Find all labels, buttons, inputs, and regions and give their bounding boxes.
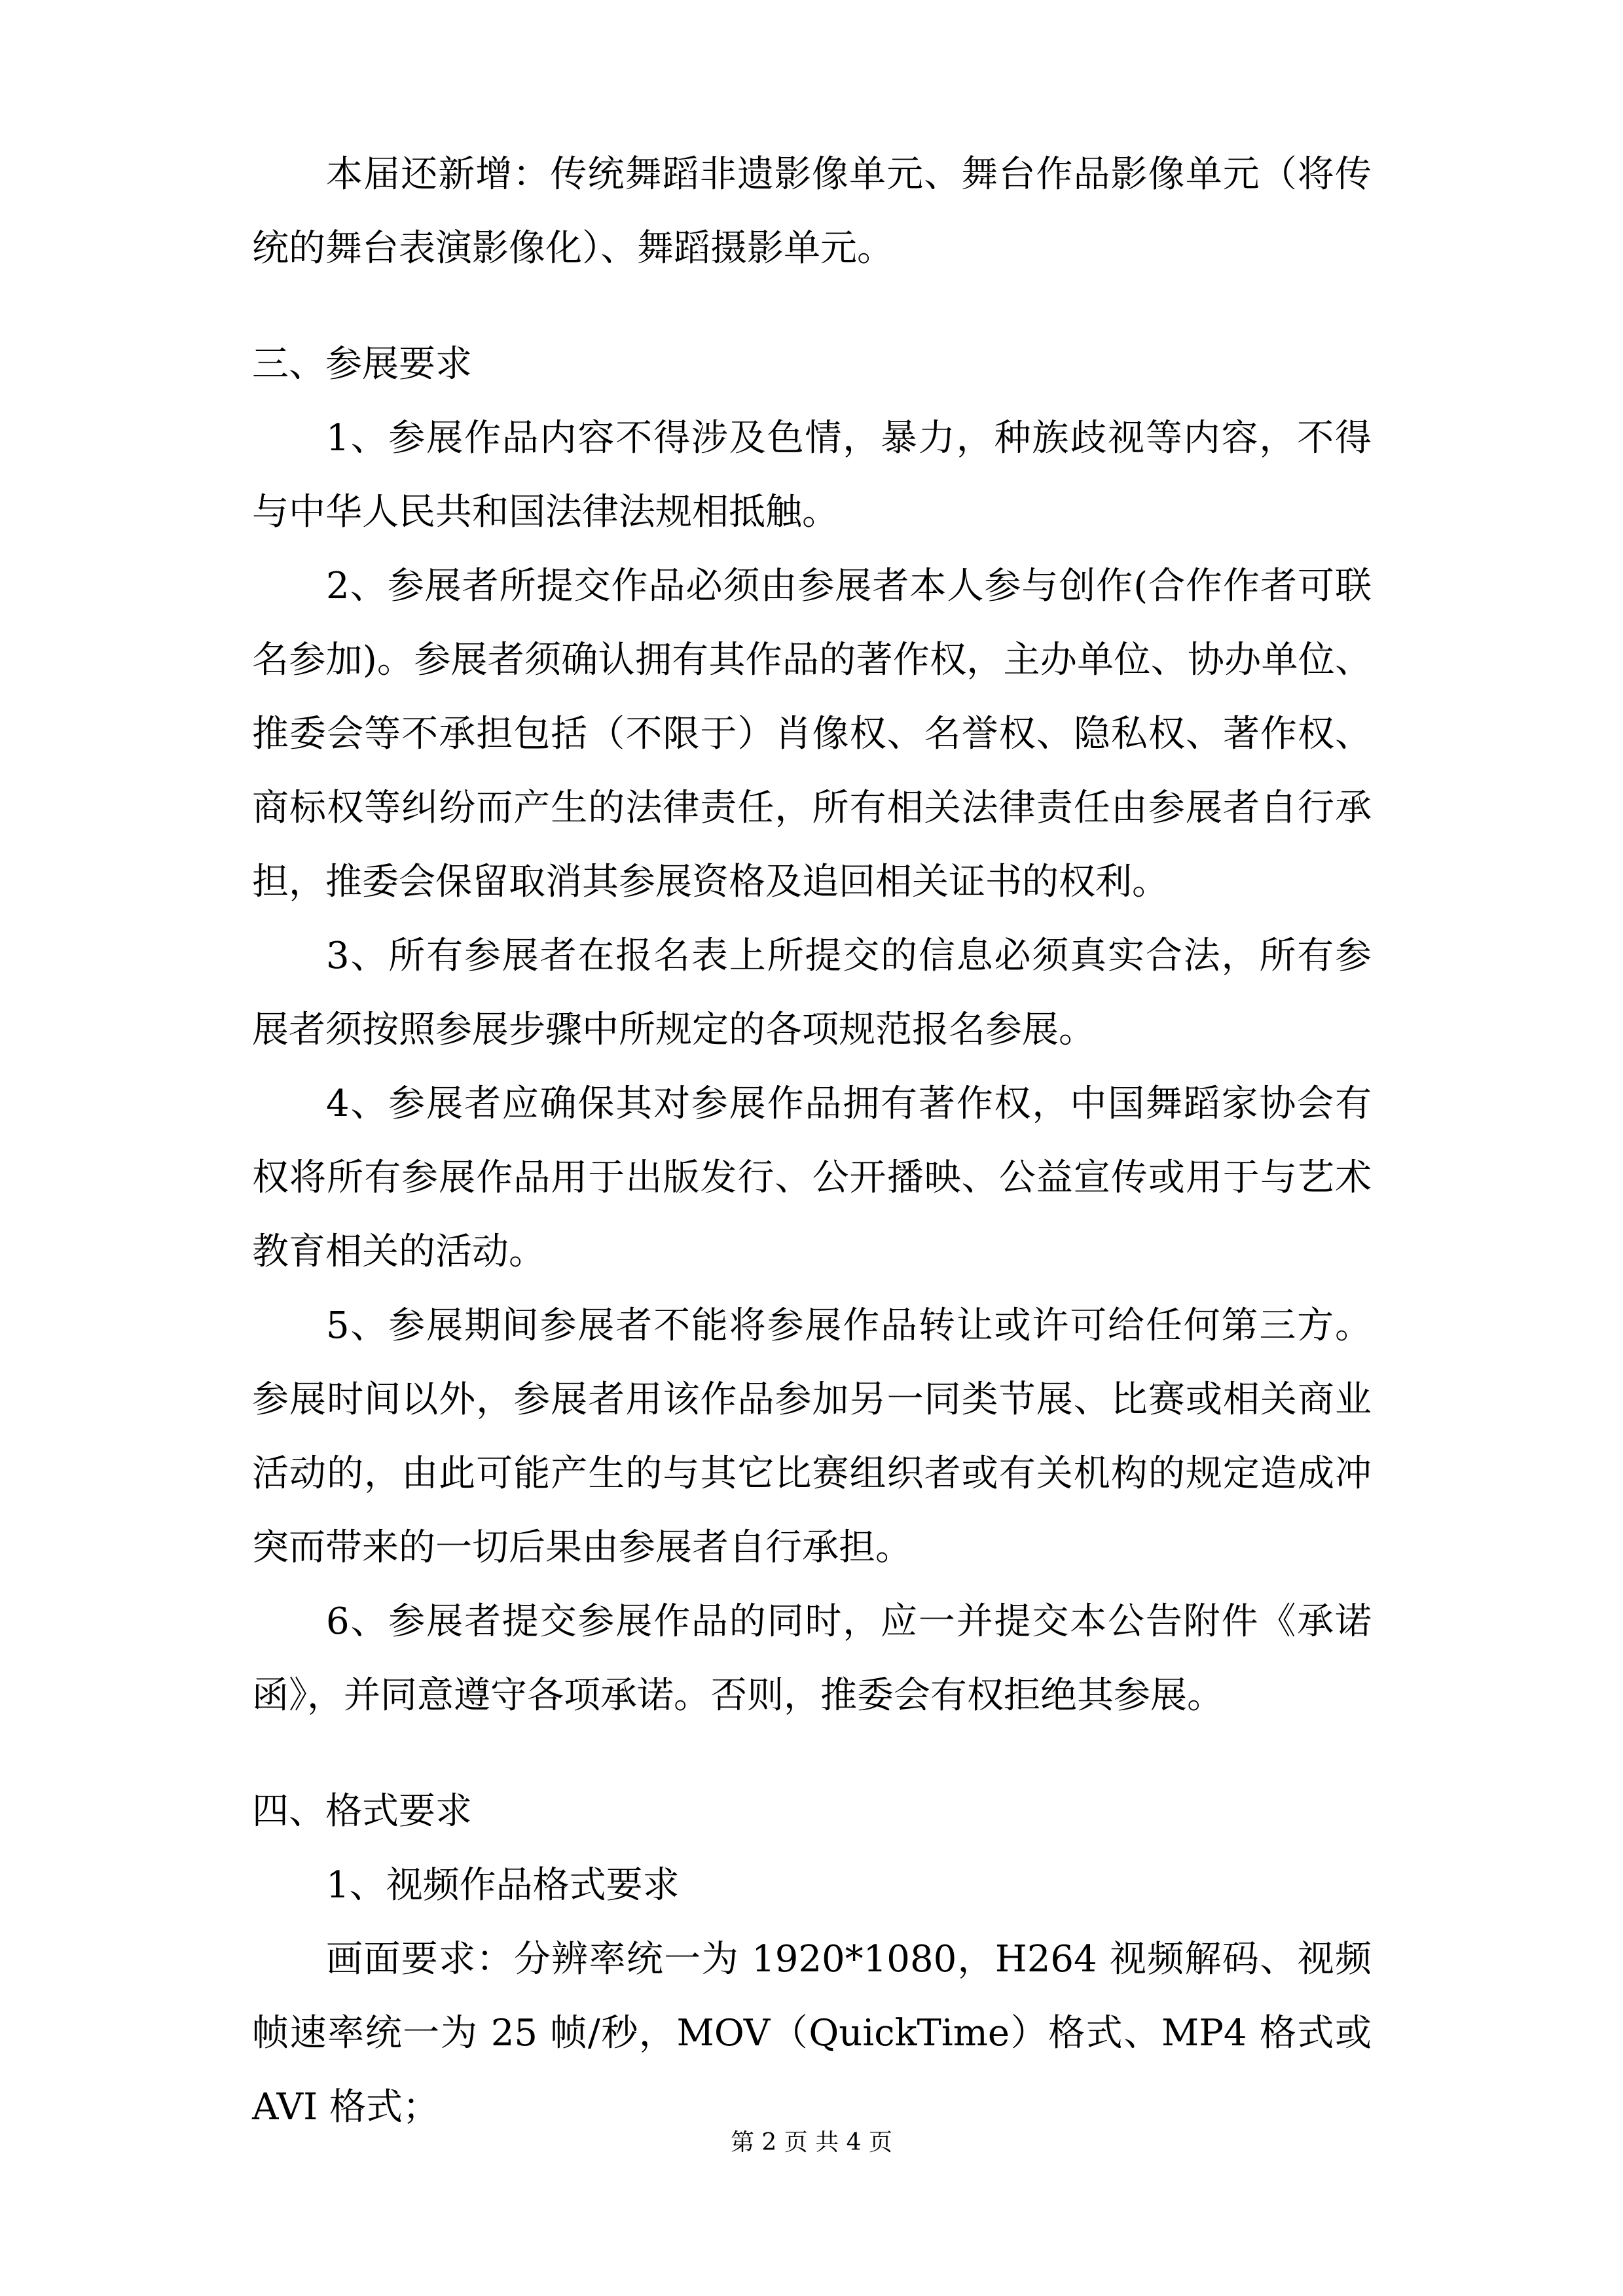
- page-footer: 第 2 页 共 4 页: [730, 2129, 893, 2156]
- requirement-3: 3、所有参展者在报名表上所提交的信息必须真实合法，所有参展者须按照参展步骤中所规定的各项规范报名参展。: [252, 935, 1372, 1051]
- document-body: [252, 137, 1372, 2144]
- requirement-5: 5、参展期间参展者不能将参展作品转让或许可给任何第三方。参展时间以外，参展者用该作品参加另一同类节展、比赛或相关商业活动的，由此可能产生的与其它比赛组织者或有关机构的规定造成冲突而带来的一切后果由参展者自行承担。: [252, 1304, 1372, 1569]
- intro-paragraph: 本届还新增：传统舞蹈非遗影像单元、舞台作品影像单元（将传统的舞台表演影像化）、舞蹈摄影单元。: [252, 153, 1372, 270]
- spacer: [252, 1732, 1372, 1774]
- spacer: [252, 285, 1372, 327]
- section-heading-4: 四、格式要求: [252, 1790, 472, 1833]
- requirement-2: 2、参展者所提交作品必须由参展者本人参与创作(合作作者可联名参加)。参展者须确认拥有其作品的著作权，主办单位、协办单位、推委会等不承担包括（不限于）肖像权、名誉权、隐私权、著作权、商标权等纠纷而产生的法律责任，所有相关法律责任由参展者自行承担，推委会保留取消其参展资格及追回相关证书的权利。: [252, 565, 1372, 903]
- section-heading-3: 三、参展要求: [252, 343, 472, 386]
- format-item-1-detail: 画面要求：分辨率统一为 1920*1080，H264 视频解码、视频帧速率统一为 25 帧/秒，MOV（QuickTime）格式、MP4 格式或 AVI 格式；: [252, 1938, 1372, 2128]
- requirement-6: 6、参展者提交参展作品的同时，应一并提交本公告附件《承诺函》，并同意遵守各项承诺。否则，推委会有权拒绝其参展。: [252, 1600, 1372, 1717]
- requirement-1: 1、参展作品内容不得涉及色情，暴力，种族歧视等内容，不得与中华人民共和国法律法规相抵触。: [252, 417, 1372, 533]
- requirement-4: 4、参展者应确保其对参展作品拥有著作权，中国舞蹈家协会有权将所有参展作品用于出版发行、公开播映、公益宣传或用于与艺术教育相关的活动。: [252, 1083, 1372, 1273]
- format-item-1: 1、视频作品格式要求: [326, 1864, 680, 1907]
